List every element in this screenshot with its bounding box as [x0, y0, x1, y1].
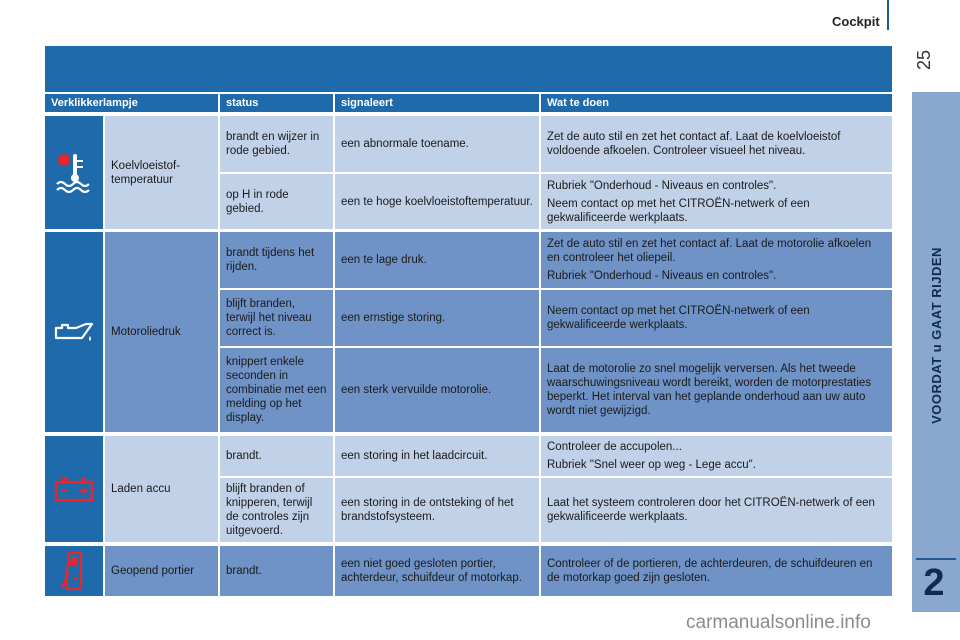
table-cell: [335, 546, 539, 596]
table-cell: [335, 116, 539, 172]
table-cell: [335, 478, 539, 542]
table-cell: [541, 116, 892, 172]
table-cell: [220, 116, 333, 172]
table-cell: [541, 232, 892, 288]
row-signal: een ernstige storing.: [341, 312, 446, 324]
side-tab-label-wrap: [918, 120, 954, 550]
side-tab-label: VOORDAT u GAAT RIJDEN: [928, 246, 944, 424]
table-cell: [541, 546, 892, 596]
table-banner: [45, 46, 892, 92]
table-cell: [541, 478, 892, 542]
row-action: Neem contact op met het CITROËN-netwerk of een gekwalificeerde werkplaats.: [547, 305, 810, 331]
battery-charge-icon: [54, 476, 94, 502]
group-name: Laden accu: [111, 483, 171, 495]
row-status: op H in rode gebied.: [226, 188, 289, 215]
row-status: knippert enkele seconden in combinatie met een melding op het display.: [226, 356, 327, 424]
table-cell: [541, 290, 892, 346]
row-signal: een te hoge koelvloeistoftemperatuur.: [341, 195, 533, 208]
table-cell: [220, 290, 333, 346]
table-cell: [335, 348, 539, 432]
row-status: brandt tijdens het rijden.: [226, 247, 315, 273]
table-cell: [335, 232, 539, 288]
row-signal: een te lage druk.: [341, 254, 427, 266]
row-status: brandt en wijzer in rode gebied.: [226, 131, 320, 157]
coolant-temperature-icon: [54, 150, 94, 196]
door-open-icon: [59, 550, 89, 592]
table-cell: [541, 174, 892, 229]
row-action: Zet de auto stil en zet het contact af. Laat de koelvloeistof voldoende afkoelen. Controleer visueel het niveau.: [547, 131, 841, 157]
row-action: Zet de auto stil en zet het contact af. Laat de motorolie afkoelen en controleer het oliepeil.: [547, 238, 872, 264]
row-action: Rubriek "Onderhoud - Niveaus en controles".: [547, 179, 777, 192]
warning-lights-table: [45, 46, 892, 596]
coolant-name-cell: [105, 116, 218, 229]
oil-icon-cell: [45, 232, 103, 432]
row-status: blijft branden, terwijl het niveau correct is.: [226, 298, 312, 338]
door-icon-cell: [45, 546, 103, 596]
row-action: Laat het systeem controleren door het CITROËN-netwerk of een gekwalificeerde werkplaats.: [547, 497, 875, 523]
coolant-icon-cell: [45, 116, 103, 229]
row-action: Rubriek "Onderhoud - Niveaus en controles".: [547, 270, 777, 282]
table-cell: [335, 174, 539, 229]
chapter-number: 2: [923, 561, 945, 604]
table-cell: [335, 436, 539, 476]
table-cell: [541, 348, 892, 432]
row-action: Laat de motorolie zo snel mogelijk verversen. Als het tweede waarschuwingsniveau wordt bereikt, worden de motorprestaties beperkt. Het interval van het geplande onderhoud aan uw auto wordt niet gewijzigd.: [547, 363, 872, 417]
row-status: brandt.: [226, 450, 262, 462]
row-signal: een abnormale toename.: [341, 138, 469, 150]
row-signal: een niet goed gesloten portier, achterdeur, schuifdeur of motorkap.: [341, 558, 522, 584]
header-warning-light: Verklikkerlampje: [45, 94, 218, 112]
header-signals: signaleert: [335, 94, 539, 112]
oil-pressure-icon: [52, 320, 96, 344]
battery-name-cell: [105, 436, 218, 542]
header-action: Wat te doen: [541, 94, 892, 112]
table-cell: [541, 436, 892, 476]
row-action: Controleer de accupolen...: [547, 441, 682, 453]
row-action: Neem contact op met het CITROËN-netwerk of een gekwalificeerde werkplaats.: [547, 197, 810, 224]
row-signal: een sterk vervuilde motorolie.: [341, 384, 492, 396]
header-status: status: [220, 94, 333, 112]
section-title: Cockpit: [832, 14, 880, 29]
row-status: brandt.: [226, 565, 262, 577]
table-cell: [220, 436, 333, 476]
table-cell: [220, 478, 333, 542]
page-number: 25: [913, 49, 934, 71]
row-signal: een storing in het laadcircuit.: [341, 450, 488, 462]
table-cell: [220, 546, 333, 596]
row-action: Rubriek "Snel weer op weg - Lege accu".: [547, 459, 756, 471]
header-rule: [887, 0, 889, 30]
table-cell: [220, 174, 333, 229]
table-cell: [220, 348, 333, 432]
battery-icon-cell: [45, 436, 103, 542]
oil-name-cell: [105, 232, 218, 432]
table-cell: [220, 232, 333, 288]
group-name: Motoroliedruk: [111, 326, 181, 338]
table-cell: [335, 290, 539, 346]
group-name: Koelvloeistof- temperatuur: [111, 159, 181, 186]
watermark: carmanualsonline.info: [686, 612, 871, 633]
row-status: blijft branden of knipperen, terwijl de controles zijn uitgevoerd.: [226, 483, 313, 537]
door-name-cell: [105, 546, 218, 596]
row-signal: een storing in de ontsteking of het brandstofsysteem.: [341, 497, 514, 523]
row-action: Controleer of de portieren, de achterdeuren, de schuifdeuren en de motorkap goed zijn gesloten.: [547, 558, 873, 584]
group-name: Geopend portier: [111, 565, 195, 577]
